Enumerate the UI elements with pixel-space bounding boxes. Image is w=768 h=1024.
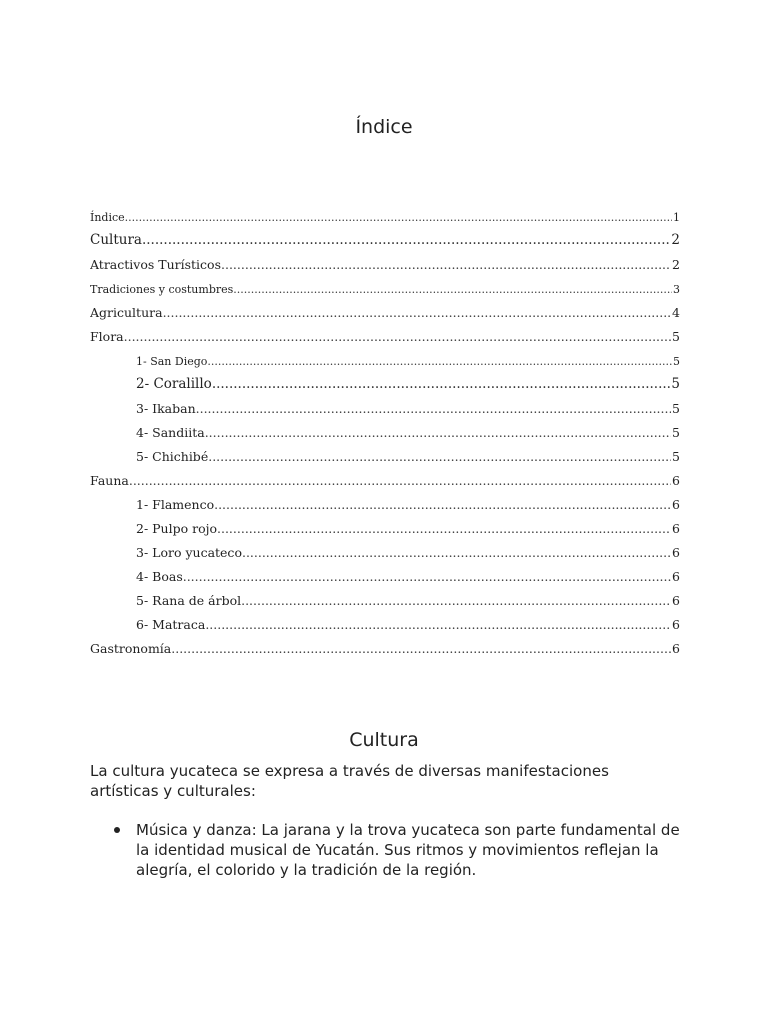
toc-entry-label: 4- Sandiita: [136, 425, 205, 440]
toc-dot-leader: [241, 593, 671, 608]
toc-entry-label: 3- Loro yucateco: [136, 545, 242, 560]
toc-dot-leader: [233, 283, 672, 296]
toc-entry[interactable]: [90, 224, 680, 248]
toc-dot-leader: [207, 355, 672, 368]
toc-entry-label: Tradiciones y costumbres: [90, 283, 234, 296]
section-bullet-list: [90, 820, 690, 880]
toc-title: Índice: [355, 116, 413, 138]
toc-entry[interactable]: [90, 560, 680, 584]
toc-entry[interactable]: [90, 344, 680, 368]
toc-entry-page-number: 5: [672, 401, 680, 416]
toc-entry-page-number: 5: [673, 355, 680, 368]
toc-dot-leader: [163, 305, 671, 320]
toc-entry[interactable]: [90, 632, 680, 656]
toc-entry[interactable]: [90, 440, 680, 464]
toc-entry-label: 1- Flamenco: [136, 497, 215, 512]
toc-dot-leader: [205, 617, 671, 632]
toc-entry-label: 1- San Diego: [136, 355, 208, 368]
toc-entry[interactable]: [90, 512, 680, 536]
toc-entry-label: 3- Ikaban: [136, 401, 196, 416]
toc-dot-leader: [214, 497, 671, 512]
toc-entry-page-number: 6: [672, 521, 680, 536]
toc-dot-leader: [217, 521, 671, 536]
toc-entry-label: 2- Coralillo: [136, 376, 212, 392]
toc-entry-page-number: 1: [673, 211, 680, 224]
toc-dot-leader: [221, 257, 671, 272]
toc-entry-page-number: 6: [672, 473, 680, 488]
toc-entry[interactable]: [90, 248, 680, 272]
toc-entry-page-number: 3: [673, 283, 680, 296]
toc-entry[interactable]: [90, 200, 680, 224]
section-title: Cultura: [349, 729, 419, 751]
toc-entry[interactable]: [90, 464, 680, 488]
toc-entry-label: Gastronomía: [90, 641, 172, 656]
toc-entry[interactable]: [90, 272, 680, 296]
toc-entry-page-number: 2: [671, 232, 680, 248]
toc-entry-page-number: 5: [672, 425, 680, 440]
toc-dot-leader: [142, 232, 670, 248]
toc-entry[interactable]: [90, 536, 680, 560]
toc-entry-label: 4- Boas: [136, 569, 183, 584]
toc-entry-label: Fauna: [90, 473, 129, 488]
toc-entry[interactable]: [90, 416, 680, 440]
toc-entry[interactable]: [90, 488, 680, 512]
toc-entry-label: 5- Chichibé: [136, 449, 209, 464]
toc-dot-leader: [208, 449, 671, 464]
toc-entry-label: 5- Rana de árbol: [136, 593, 242, 608]
toc-entry[interactable]: [90, 584, 680, 608]
toc-entry-page-number: 5: [672, 329, 680, 344]
toc-dot-leader: [242, 545, 671, 560]
table-of-contents: [90, 200, 680, 656]
toc-entry-page-number: 6: [672, 593, 680, 608]
toc-entry-label: Índice: [90, 211, 125, 224]
toc-entry-label: 2- Pulpo rojo: [136, 521, 218, 536]
toc-entry-page-number: 6: [672, 617, 680, 632]
toc-dot-leader: [125, 211, 672, 224]
toc-entry-page-number: 6: [672, 497, 680, 512]
list-item-text: Música y danza: La jarana y la trova yucateca son parte fundamental de la identidad musical de Yucatán. Sus ritmos y movimientos reflejan la alegría, el colorido y la tradición de la región.: [136, 821, 680, 879]
toc-dot-leader: [129, 473, 671, 488]
toc-entry[interactable]: [90, 368, 680, 392]
toc-dot-leader: [171, 641, 671, 656]
bullet-icon: [114, 827, 120, 833]
toc-entry[interactable]: [90, 296, 680, 320]
toc-entry-page-number: 5: [671, 376, 680, 392]
toc-entry-label: Cultura: [90, 232, 142, 248]
toc-entry[interactable]: [90, 392, 680, 416]
toc-entry-label: Flora: [90, 329, 124, 344]
toc-entry-page-number: 4: [672, 305, 680, 320]
toc-entry-page-number: 6: [672, 641, 680, 656]
toc-entry-label: 6- Matraca: [136, 617, 206, 632]
toc-dot-leader: [183, 569, 671, 584]
toc-dot-leader: [205, 425, 671, 440]
toc-dot-leader: [124, 329, 671, 344]
toc-entry-page-number: 6: [672, 545, 680, 560]
toc-entry[interactable]: [90, 320, 680, 344]
toc-entry-page-number: 2: [672, 257, 680, 272]
section-intro-paragraph: La cultura yucateca se expresa a través de diversas manifestaciones artísticas y culturales:: [90, 762, 609, 800]
toc-dot-leader: [212, 376, 671, 392]
toc-entry-label: Atractivos Turísticos: [90, 257, 221, 272]
toc-dot-leader: [196, 401, 671, 416]
toc-entry-page-number: 5: [672, 449, 680, 464]
toc-entry-page-number: 6: [672, 569, 680, 584]
toc-entry[interactable]: [90, 608, 680, 632]
toc-entry-label: Agricultura: [90, 305, 163, 320]
list-item: [90, 820, 690, 880]
